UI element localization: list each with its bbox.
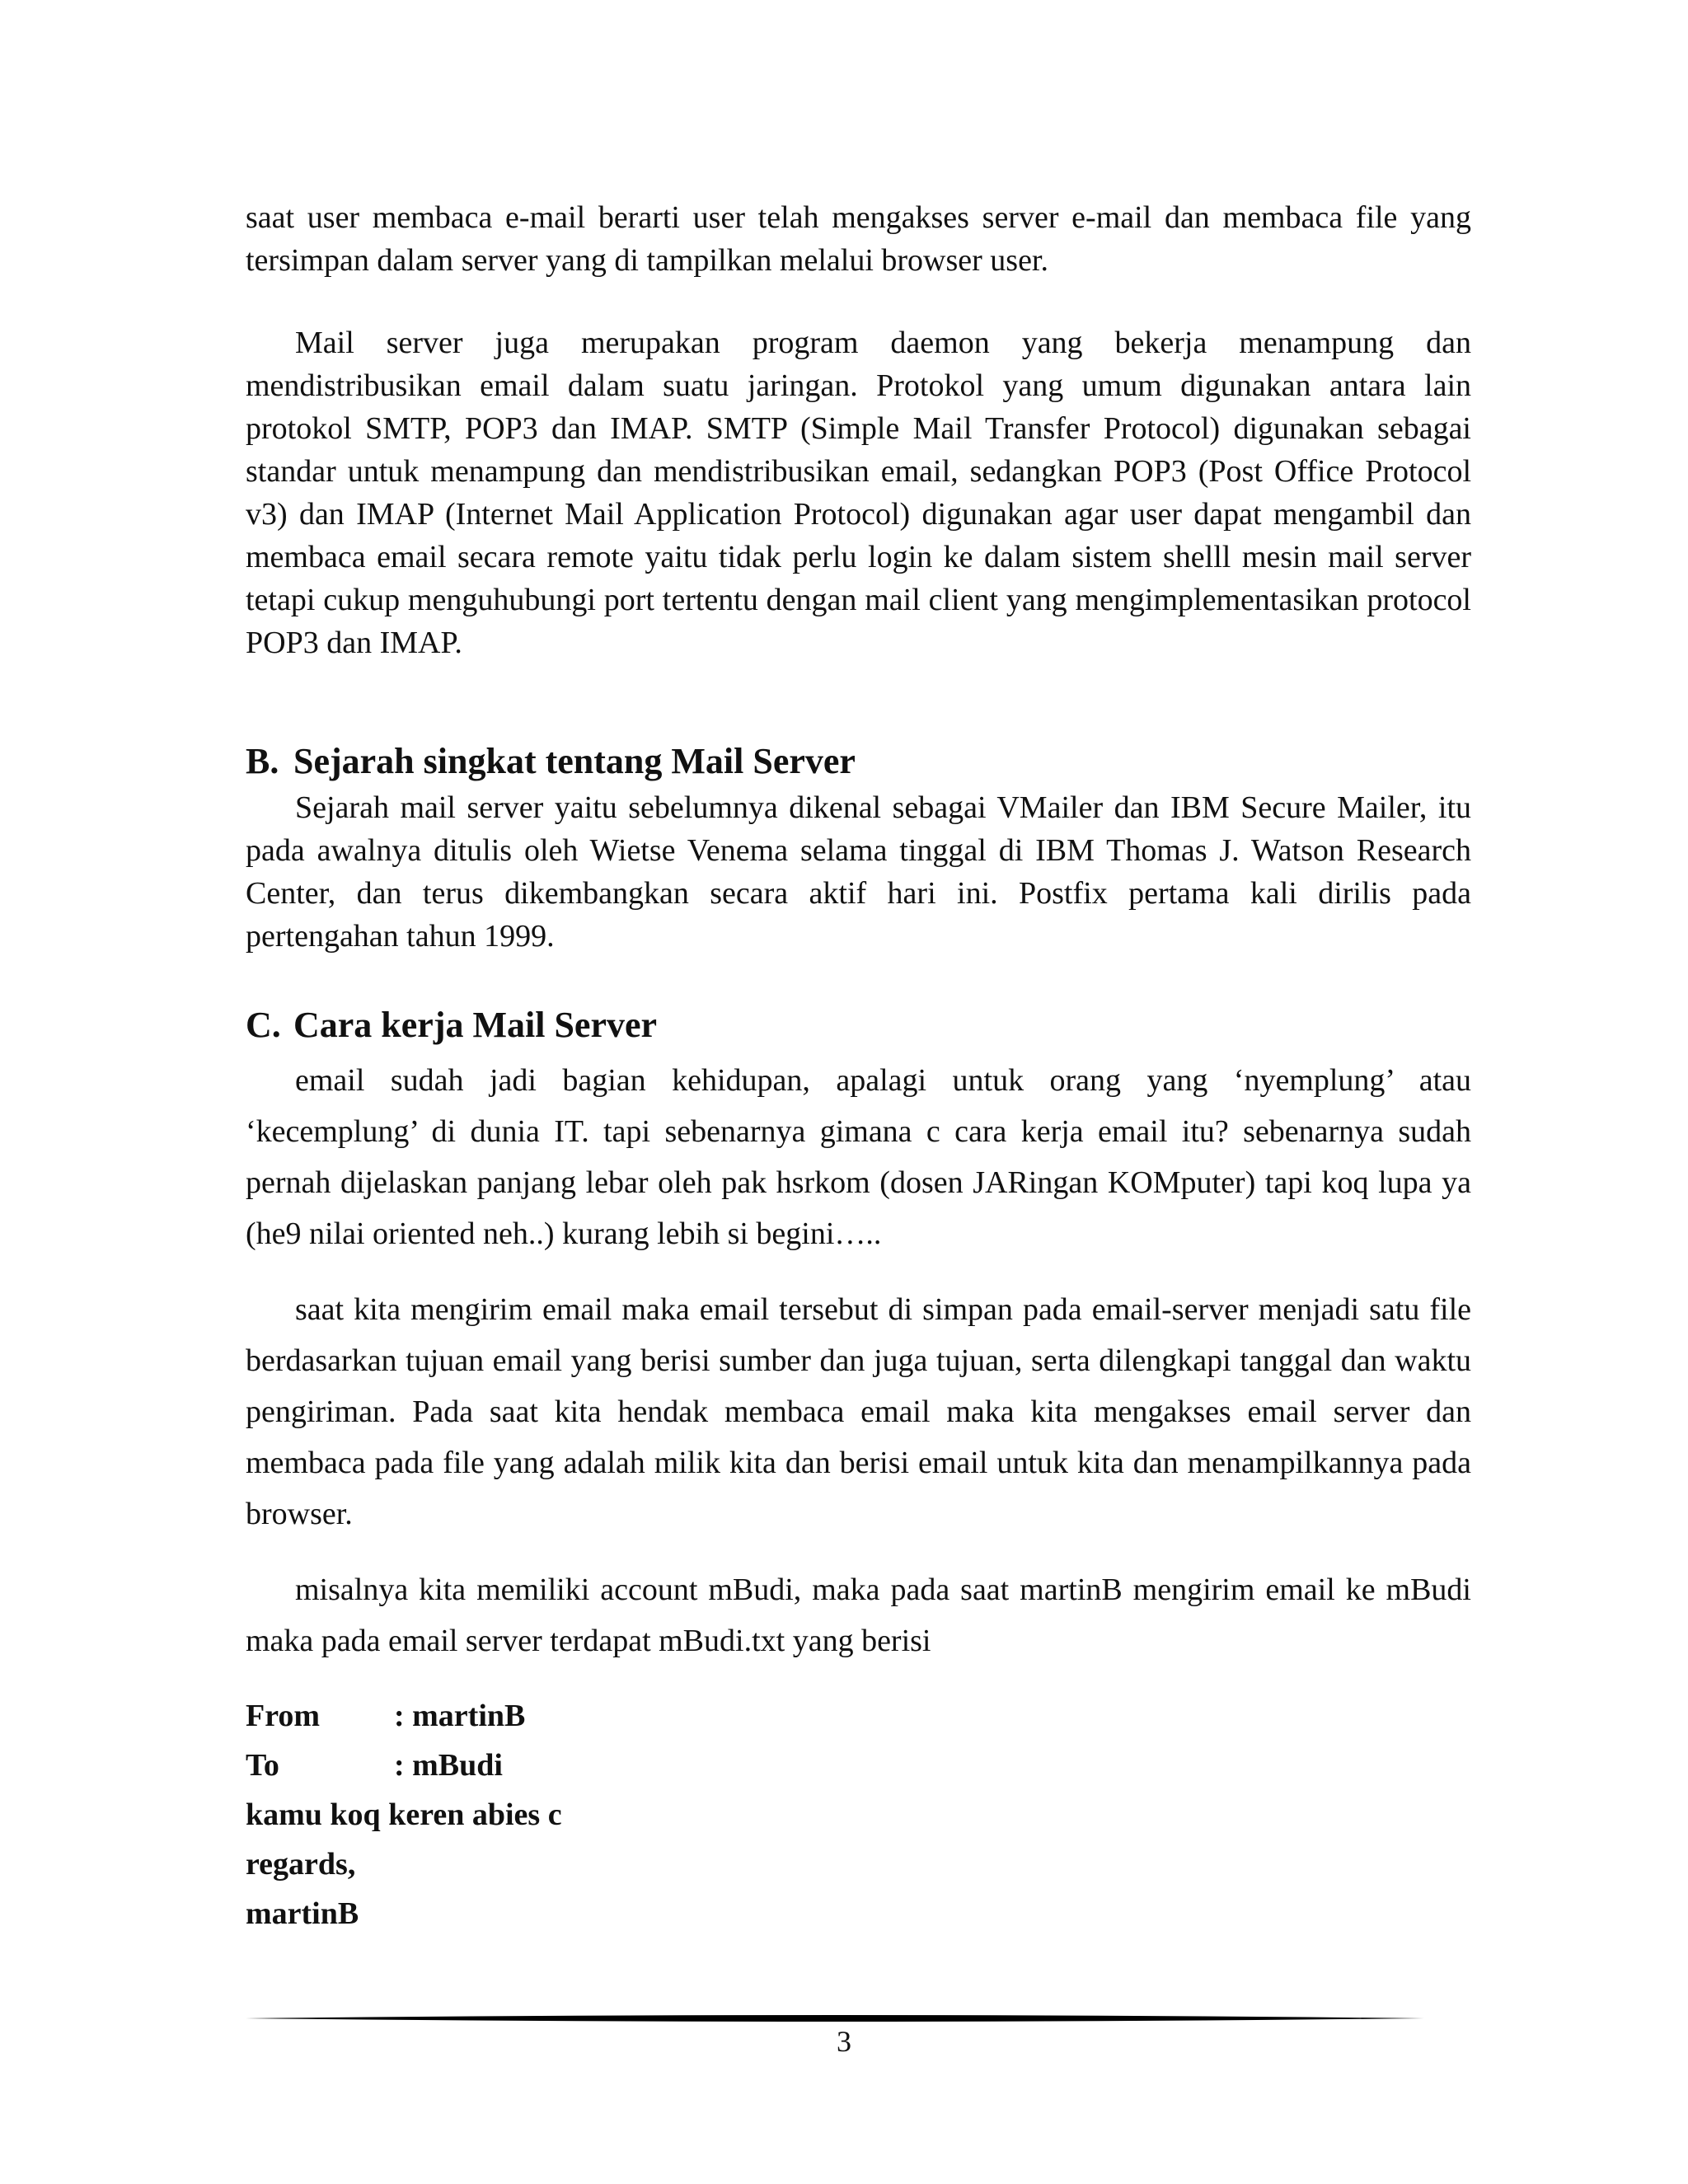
paragraph-intro: saat user membaca e-mail berarti user telah mengakses server e-mail dan membaca file yang tersimpan dalam server yang di tampilkan melalui browser user. xyxy=(246,200,1471,278)
section-c-letter: C. xyxy=(246,1005,281,1045)
mail-regards-line: regards, xyxy=(246,1847,356,1882)
footer-rule xyxy=(246,2013,1424,2024)
section-b-body: Sejarah mail server yaitu sebelumnya dikenal sebagai VMailer dan IBM Secure Mailer, itu pada awalnya ditulis oleh Wietse Venema selama tinggal di IBM Thomas J. Watson Research Center, dan terus dikembangkan secara aktif hari ini. Postfix pertama kali dirilis pada pertengahan tahun 1999. xyxy=(246,790,1471,954)
section-b-letter: B. xyxy=(246,741,279,781)
section-c-paragraph-3: misalnya kita memiliki account mBudi, maka pada saat martinB mengirim email ke mBudi maka pada email server terdapat mBudi.txt yang berisi xyxy=(246,1572,1471,1658)
mail-to-line xyxy=(246,1741,1471,1790)
section-b-title: Sejarah singkat tentang Mail Server xyxy=(293,741,856,781)
section-c-heading xyxy=(246,1001,1471,1050)
section-c-title: Cara kerja Mail Server xyxy=(293,1005,658,1045)
paragraph-mail-server: Mail server juga merupakan program daemon yang bekerja menampung dan mendistribusikan email dalam suatu jaringan. Protokol yang umum digunakan antara lain protokol SMTP, POP3 dan IMAP. SMTP (Simple Mail Transfer Protocol) digunakan sebagai standar untuk menampung dan mendistribusikan email, sedangkan POP3 (Post Office Protocol v3) dan IMAP (Internet Mail Application Protocol) digunakan agar user dapat mengambil dan membaca email secara remote yaitu tidak perlu login ke dalam sistem shelll mesin mail server tetapi cukup menguhubungi port tertentu dengan mail client yang mengimplementasikan protocol POP3 dan IMAP. xyxy=(246,326,1471,660)
document-page xyxy=(246,196,1471,1938)
mail-signature-line: martinB xyxy=(246,1896,359,1931)
mail-from-line xyxy=(246,1691,1471,1741)
mail-example xyxy=(246,1691,1471,1938)
page-number: 3 xyxy=(837,2025,851,2058)
mail-from-value: : martinB xyxy=(394,1699,526,1733)
mail-body-line: kamu koq keren abies c xyxy=(246,1797,562,1832)
section-b-heading xyxy=(246,737,1471,786)
mail-from-label: From xyxy=(246,1699,321,1733)
mail-to-value: : mBudi xyxy=(394,1748,503,1783)
section-c-paragraph-1: email sudah jadi bagian kehidupan, apalagi untuk orang yang ‘nyemplung’ atau ‘kecemplung’ di dunia IT. tapi sebenarnya gimana c cara kerja email itu? sebenarnya sudah pernah dijelaskan panjang lebar oleh pak hsrkom (dosen JARingan KOMputer) tapi koq lupa ya (he9 nilai oriented neh..) kurang lebih si begini….. xyxy=(246,1063,1471,1251)
mail-to-label: To xyxy=(246,1748,279,1783)
section-c-paragraph-2: saat kita mengirim email maka email tersebut di simpan pada email-server menjadi satu file berdasarkan tujuan email yang berisi sumber dan juga tujuan, serta dilengkapi tanggal dan waktu pengiriman. Pada saat kita hendak membaca email maka kita mengakses email server dan membaca pada file yang adalah milik kita dan berisi email untuk kita dan menampilkannya pada browser. xyxy=(246,1292,1471,1531)
